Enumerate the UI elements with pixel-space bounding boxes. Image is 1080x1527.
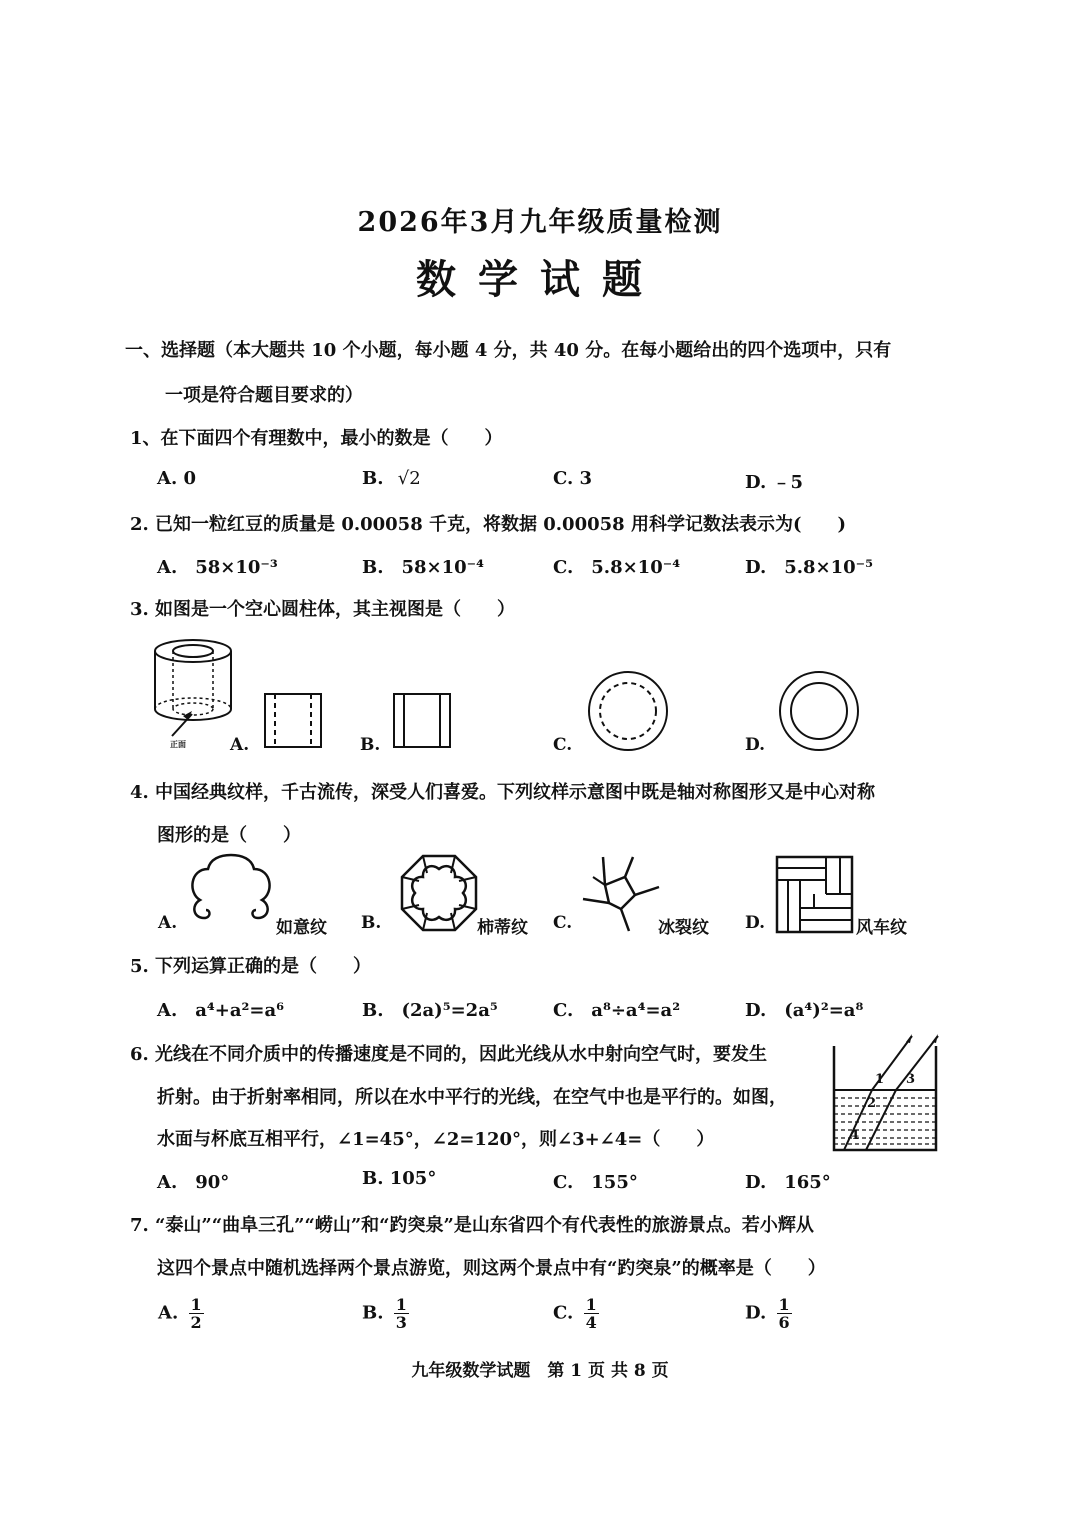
q5-option-d[interactable]: D. (a⁴)²=a⁸	[745, 1000, 864, 1021]
q7-option-c-fraction: $\frac{1}{4}$	[585, 1295, 597, 1332]
q5-stem: 5. 下列运算正确的是（ ）	[130, 956, 372, 977]
q4-stem-line1: 4. 中国经典纹样，千古流传，深受人们喜爱。下列纹样示意图中既是轴对称图形又是中心对称	[130, 782, 876, 803]
q3-option-d-figure	[778, 670, 860, 752]
q6-option-c[interactable]: C. 155°	[553, 1172, 638, 1193]
windmill-pattern-figure	[776, 856, 854, 934]
page-footer: 九年级数学试题 第 1 页 共 8 页	[411, 1361, 669, 1381]
q5-option-a[interactable]: A. a⁴+a²=a⁶	[157, 1000, 285, 1021]
q1-option-b-value: √2	[397, 468, 421, 489]
q7-option-d[interactable]	[745, 1296, 792, 1331]
q6-stem-line2: 折射。由于折射率相同，所以在水中平行的光线，在空气中也是平行的。如图，	[157, 1087, 787, 1108]
hollow-cylinder-figure	[150, 636, 240, 751]
q3-stem: 3. 如图是一个空心圆柱体，其主视图是（ ）	[130, 599, 516, 620]
q7-stem-line2: 这四个景点中随机选择两个景点游览，则这两个景点中有“趵突泉”的概率是（ ）	[157, 1258, 826, 1279]
q4-option-a[interactable]: A.	[158, 913, 178, 933]
q6-stem-line1: 6. 光线在不同介质中的传播速度是不同的，因此光线从水中射向空气时，要发生	[130, 1044, 768, 1065]
q5-option-c[interactable]: C. a⁸÷a⁴=a²	[553, 1000, 681, 1021]
q2-stem: 2. 已知一粒红豆的质量是 0.00058 千克，将数据 0.00058 用科学记数法表示为( )	[130, 514, 846, 535]
q4-option-c-name: 冰裂纹	[658, 918, 709, 938]
q6-stem-line3: 水面与杯底互相平行，∠1=45°，∠2=120°，则∠3+∠4=（ ）	[157, 1129, 715, 1150]
front-view-label: 正面	[170, 739, 186, 749]
q7-option-d-label: D.	[745, 1302, 767, 1324]
q2-option-d[interactable]: D. 5.8×10⁻⁵	[745, 557, 874, 578]
refraction-beaker-figure	[826, 1032, 946, 1152]
q2-option-b[interactable]: B. 58×10⁻⁴	[362, 557, 485, 578]
q3-option-a[interactable]: A.	[230, 735, 250, 755]
q1-option-a[interactable]: A. 0	[157, 468, 197, 489]
q7-option-c[interactable]	[553, 1296, 599, 1331]
q3-option-a-figure	[264, 693, 322, 748]
angle-4-label: 4	[850, 1128, 860, 1143]
q6-option-d[interactable]: D. 165°	[745, 1172, 831, 1193]
q1-option-b-label: B.	[362, 468, 384, 489]
exam-subtitle: 数学试题	[416, 256, 664, 303]
q7-option-a-label: A.	[158, 1302, 179, 1324]
q4-option-c[interactable]: C.	[553, 913, 573, 933]
q5-option-b[interactable]: B. (2a)⁵=2a⁵	[362, 1000, 498, 1021]
section-heading-line1: 一、选择题（本大题共 10 个小题，每小题 4 分，共 40 分。在每小题给出的四个选项中，只有	[125, 340, 892, 361]
q3-option-b[interactable]: B.	[360, 735, 381, 755]
q6-option-a[interactable]: A. 90°	[157, 1172, 230, 1193]
q2-option-a[interactable]: A. 58×10⁻³	[157, 557, 278, 578]
shidi-pattern-figure	[401, 855, 477, 931]
q4-option-b-name: 柿蒂纹	[477, 918, 528, 938]
q7-option-a-fraction: $\frac{1}{2}$	[190, 1295, 202, 1332]
ruyi-pattern-figure	[188, 855, 274, 925]
q4-option-d-name: 风车纹	[856, 918, 907, 938]
q7-stem-line1: 7. “泰山”“曲阜三孔”“崂山”和“趵突泉”是山东省四个有代表性的旅游景点。若小辉从	[130, 1215, 814, 1236]
q3-option-c[interactable]: C.	[553, 735, 573, 755]
q7-option-b-label: B.	[362, 1302, 384, 1324]
q1-option-c[interactable]: C. 3	[553, 468, 593, 489]
q6-option-b[interactable]: B. 105°	[362, 1168, 437, 1189]
q3-option-d[interactable]: D.	[745, 735, 766, 755]
angle-2-label: 2	[867, 1096, 877, 1111]
exam-title: 2026年3月九年级质量检测	[357, 207, 723, 238]
q7-option-c-label: C.	[553, 1302, 574, 1324]
q1-option-d[interactable]: D. ﹣5	[745, 472, 804, 493]
q7-option-d-fraction: $\frac{1}{6}$	[778, 1295, 790, 1332]
q1-option-b[interactable]	[362, 468, 421, 489]
ice-crack-pattern-figure	[583, 855, 663, 935]
angle-3-label: 3	[906, 1072, 916, 1087]
q4-option-d[interactable]: D.	[745, 913, 766, 933]
q3-option-b-figure	[393, 693, 451, 748]
q7-option-b[interactable]	[362, 1296, 409, 1331]
q4-stem-line2: 图形的是（ ）	[157, 825, 301, 846]
q7-option-a[interactable]	[158, 1296, 204, 1331]
angle-1-label: 1	[875, 1072, 885, 1087]
section-heading-line2: 一项是符合题目要求的）	[165, 385, 363, 406]
q4-option-b[interactable]: B.	[361, 913, 382, 933]
q7-option-b-fraction: $\frac{1}{3}$	[395, 1295, 407, 1332]
q2-option-c[interactable]: C. 5.8×10⁻⁴	[553, 557, 681, 578]
q4-option-a-name: 如意纹	[276, 918, 327, 938]
q1-stem: 1、在下面四个有理数中，最小的数是（ ）	[130, 428, 503, 449]
q3-option-c-figure	[587, 670, 669, 752]
